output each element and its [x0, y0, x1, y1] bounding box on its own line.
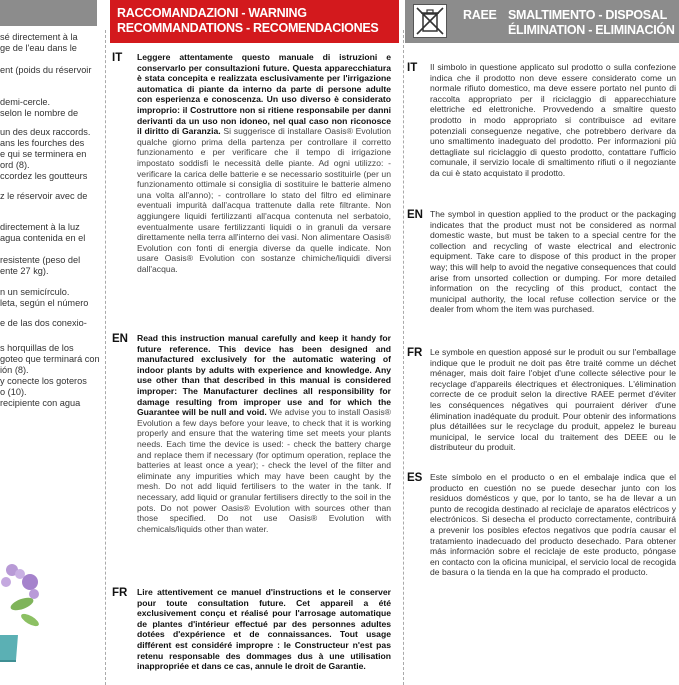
left-line: goteo que terminará con	[0, 354, 100, 364]
disposal-text-fr: Le symbole en question apposé sur le produit ou sur l'emballage indique que le produit ne doit pas être traité comme un déchet ménager, mais doit faire l'objet d'une collecte sélective pour le recyclage d'appareils électriques et électroniques. L'élimination correcte de ce produit selon la directive RAEE permet d'éviter les conséquences négatives qui pourraient dériver d'une élimination inadéquate du produit. Pour obtenir des informations plus détaillées sur le recyclage du produit, appelez le bureau municipal, le service local du traitement des DEEE ou le distributeur du produit.	[430, 347, 676, 453]
warning-header-line2: RECOMMANDATIONS - RECOMENDACIONES	[117, 21, 379, 35]
warning-header-line1: RACCOMANDAZIONI - WARNING	[117, 6, 307, 20]
left-line: s horquillas de los	[0, 343, 74, 353]
left-line: ccordez les goutteurs	[0, 171, 88, 181]
lang-code-it: IT	[112, 52, 123, 64]
disposal-text-es: Este símbolo en el producto o en el embalaje indica que el producto en cuestión no se puede desechar junto con los residuos domésticos y que, por lo tanto, se ha de llevar a un punto de recogida destinado al reciclaje de aparatos eléctricos y electrónicos. Si desecha el producto correctamente, contribuirá a prevenir los posibles efectos negativos que podría causar el tratamiento inadecuado del producto desechado. Para obtener más información sobre el reciclaje de este producto, póngase en contacto con la oficina municipal, el servicio local de recogida de basura o la tienda en la que ha comprado el producto.	[430, 472, 677, 578]
disposal-column	[405, 0, 679, 685]
lang-code-es: ES	[407, 472, 423, 484]
disposal-text-it: Il simbolo in questione applicato sul prodotto o sulla confezione indica che il prodotto non deve essere considerato come un normale rifiuto domestico, ma deve essere portato nel punto di raccolta appropriato per il riciclaggio di apparecchiature elettriche ed elettroniche. Provvedendo a smaltire questo prodotto in modo appropriato si contribuisce ad evitare potenziali conseguenze negative, che potrebbero derivare da uno smaltimento inadeguato del prodotto. Per informazioni più dettagliate sul riciclaggio di questo prodotto, contattare l'ufficio comunale, il servizio locale di smaltimento rifiuti o il negoziante da cui è stato acquistato il prodotto.	[430, 62, 676, 178]
warning-text-fr: Lire attentivement ce manuel d'instructions et le conserver pour toute consultation future. Cet appareil a été exclusivement conçu et réalisé pour l'arrosage automatique de plantes d'intérieur effectué par des personnes adultes dotées d'expérience et de connaissances. Tout usage différent est considéré impropre : le Constructeur n'est pas retenu responsable des dommages dus à une utilisation inappropriée et dans ce cas, annule le droit de Garantie.	[137, 587, 391, 672]
lang-code-fr: FR	[112, 587, 128, 599]
left-line: ans les fourches des	[0, 138, 85, 148]
left-line: n un semicírculo.	[0, 287, 70, 297]
disposal-header-line2: ÉLIMINATION - ELIMINACIÓN	[508, 23, 675, 37]
left-line: leta, según el número	[0, 298, 89, 308]
column-separator	[105, 30, 106, 685]
lang-code-en: EN	[112, 333, 128, 345]
left-line: selon le nombre de	[0, 108, 79, 118]
left-line: z le réservoir avec de	[0, 191, 88, 201]
left-line: ord (8).	[0, 160, 30, 170]
warning-header	[110, 0, 399, 43]
left-line: e de las dos conexio-	[0, 318, 87, 328]
lang-code-en: EN	[407, 209, 423, 221]
disposal-header-label: RAEE	[463, 8, 497, 22]
left-column	[0, 0, 100, 685]
left-line: ente 27 kg).	[0, 266, 49, 276]
disposal-header	[405, 0, 679, 43]
column-separator	[403, 30, 404, 685]
disposal-text-en: The symbol in question applied to the product or the packaging indicates that the product must not be considered as normal domestic waste, but must be taken to a special centre for the collection and recycling of waste electrical and electronic equipment. Take care to dispose of this product in the proper way; this will help to avoid the negative consequences that could arise from unsorted collection or dumping. For more detailed information on the recycling of this product, contact the municipal authority, the local refuse collection service or the dealer from whom the item was purchased.	[430, 209, 676, 315]
left-line: demi-cercle.	[0, 97, 51, 107]
left-line: resistente (peso del	[0, 255, 81, 265]
left-line: e qui se terminera en	[0, 149, 87, 159]
left-line: directement à la luz	[0, 222, 80, 232]
lang-code-fr: FR	[407, 347, 423, 359]
left-line: ent (poids du réservoir	[0, 65, 92, 75]
left-line: un des deux raccords.	[0, 127, 91, 137]
left-line: ge de l'eau dans le	[0, 43, 77, 53]
left-line: o (10).	[0, 387, 27, 397]
warning-text-en: Read this instruction manual carefully and keep it handy for future reference. This device has been designed and manufactured exclusively for the automatic watering of indoor plants by adults with experience and knowledge. Any use other than that described in this manual is considered improper: The Manufacturer declines all responsibility for damage resulting from improper use and for which the Guarantee will be null and void. We advise you to install Oasis® Evolution a few days before your leave, to check that it is working properly and ensure that the watering time set meets your plants needs. Each time the device is used: - check the battery charge and replace them if necessary (for optimum operation, replace the batteries at least once a year); - check the level of the filter and eliminate any impurities which may have been caught by the mesh. Do not add liquid fertilisers to the water in the tank. If necessary, add liquid or granular fertilisers directly to the soil in the pots. Do not power Oasis® Evolution with sources other than those specified. Do not use Oasis® Evolution with chemicals/liquids other than water.	[137, 333, 391, 534]
left-line: agua contenida en el	[0, 233, 86, 243]
left-header-bar	[0, 0, 97, 26]
lang-code-it: IT	[407, 62, 418, 74]
crossed-bin-icon	[413, 4, 447, 38]
disposal-header-line1: SMALTIMENTO - DISPOSAL	[508, 8, 667, 22]
flower-pot-illustration	[0, 560, 40, 670]
left-line: recipiente con agua	[0, 398, 81, 408]
warning-text-it: Leggere attentamente questo manuale di istruzioni e conservarlo per consultazioni future. Questa apparecchiatura è stata concepita e realizzata esclusivamente per l'irrigazione automatica di piante da interno da parte di persone adulte con esperienza e conoscenza. Un uso diverso è considerato improprio: il Costruttore non si ritiene responsabile per danni derivanti da un uso non idoneo, nel qual caso non riconosce il diritto di Garanzia. Si suggerisce di installare Oasis® Evolution qualche giorno prima della partenza per controllare il corretto funzionamento e per verificare che il tempo di irrigazione impostato soddisfi le necessità delle piante. Ad ogni utilizzo: - verificare la carica delle batterie e se necessario sostituirle (per un funzionamento ottimale si consiglia di sostituire le batterie almeno una volta all'anno); - controllare lo stato del filtro ed eliminare eventuali impurità dall'acqua trattenute dalla rete filtrante. Non aggiungere liquidi fertilizzanti all'acqua contenuta nel serbatoio, eventualmente usare fertilizzanti liquidi o in granuli da versare direttamente nella terra all'interno dei vasi. Non alimentare Oasis® Evolution con fonti di energia diverse da quelle indicate. Non usare Oasis® Evolution con sostanze chimiche/liquidi diversi dall'acqua.	[137, 52, 392, 274]
warning-column	[110, 0, 399, 685]
left-line: ión (8).	[0, 365, 29, 375]
left-line: sé directement à la	[0, 32, 78, 42]
left-line: y conecte los goteros	[0, 376, 87, 386]
